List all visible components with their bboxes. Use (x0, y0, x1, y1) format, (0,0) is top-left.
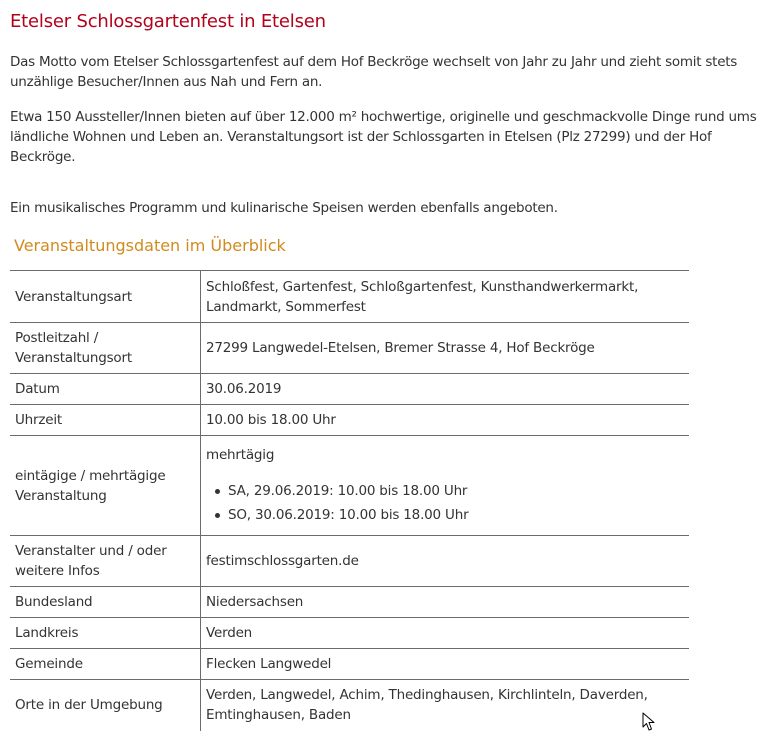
row-label: Veranstalter und / oder weitere Infos (10, 536, 201, 587)
section-heading: Veranstaltungsdaten im Überblick (14, 236, 286, 255)
table-row (10, 536, 689, 587)
row-value (201, 436, 690, 536)
row-value: 10.00 bis 18.00 Uhr (201, 405, 690, 436)
dates-list (206, 479, 684, 527)
row-label: Uhrzeit (10, 405, 201, 436)
row-label: Gemeinde (10, 649, 201, 680)
row-label: Orte in der Umgebung (10, 680, 201, 731)
row-label: eintägige / mehrtägige Veranstaltung (10, 436, 201, 536)
row-label: Veranstaltungsart (10, 271, 201, 323)
exhibitors-paragraph: Etwa 150 Aussteller/Innen bieten auf über 12.000 m² hochwertige, originelle und geschmackvolle Dinge rund ums ländliche Wohnen und Leben an. Veranstaltungsort ist der Schlossgarten in Etelsen (Plz 27299) und der Hof Beckröge. (10, 109, 757, 165)
list-item: SA, 29.06.2019: 10.00 bis 18.00 Uhr (206, 479, 684, 503)
program-paragraph: Ein musikalisches Programm und kulinarische Speisen werden ebenfalls angeboten. (10, 200, 558, 216)
row-value: 30.06.2019 (201, 374, 690, 405)
organizer-link[interactable]: festimschlossgarten.de (201, 536, 690, 587)
row-label: Postleitzahl / Veranstaltungsort (10, 323, 201, 374)
row-label: Landkreis (10, 618, 201, 649)
event-details-table (10, 270, 689, 731)
row-value: Schloßfest, Gartenfest, Schloßgartenfest, Kunsthandwerkermarkt, Landmarkt, Sommerfest (201, 271, 690, 323)
row-value: Niedersachsen (201, 587, 690, 618)
row-label: Bundesland (10, 587, 201, 618)
row-value: Verden (201, 618, 690, 649)
table-row (10, 649, 689, 680)
mouse-pointer-icon (642, 712, 656, 732)
table-row (10, 405, 689, 436)
list-item: SO, 30.06.2019: 10.00 bis 18.00 Uhr (206, 503, 684, 527)
table-row (10, 436, 689, 536)
table-row (10, 680, 689, 731)
page-title: Etelser Schlossgartenfest in Etelsen (10, 11, 326, 32)
table-row (10, 374, 689, 405)
table-row (10, 618, 689, 649)
row-value: Flecken Langwedel (201, 649, 690, 680)
duration-type: mehrtägig (206, 446, 275, 463)
row-value: Verden, Langwedel, Achim, Thedinghausen, Kirchlinteln, Daverden, Emtinghausen, Baden (201, 680, 690, 731)
intro-paragraph: Das Motto vom Etelser Schlossgartenfest auf dem Hof Beckröge wechselt von Jahr zu Jahr und zieht somit stets unzählige Besucher/Innen aus Nah und Fern an. (10, 54, 738, 90)
table-row (10, 271, 689, 323)
row-value: 27299 Langwedel-Etelsen, Bremer Strasse 4, Hof Beckröge (201, 323, 690, 374)
table-row (10, 587, 689, 618)
row-label: Datum (10, 374, 201, 405)
table-row (10, 323, 689, 374)
